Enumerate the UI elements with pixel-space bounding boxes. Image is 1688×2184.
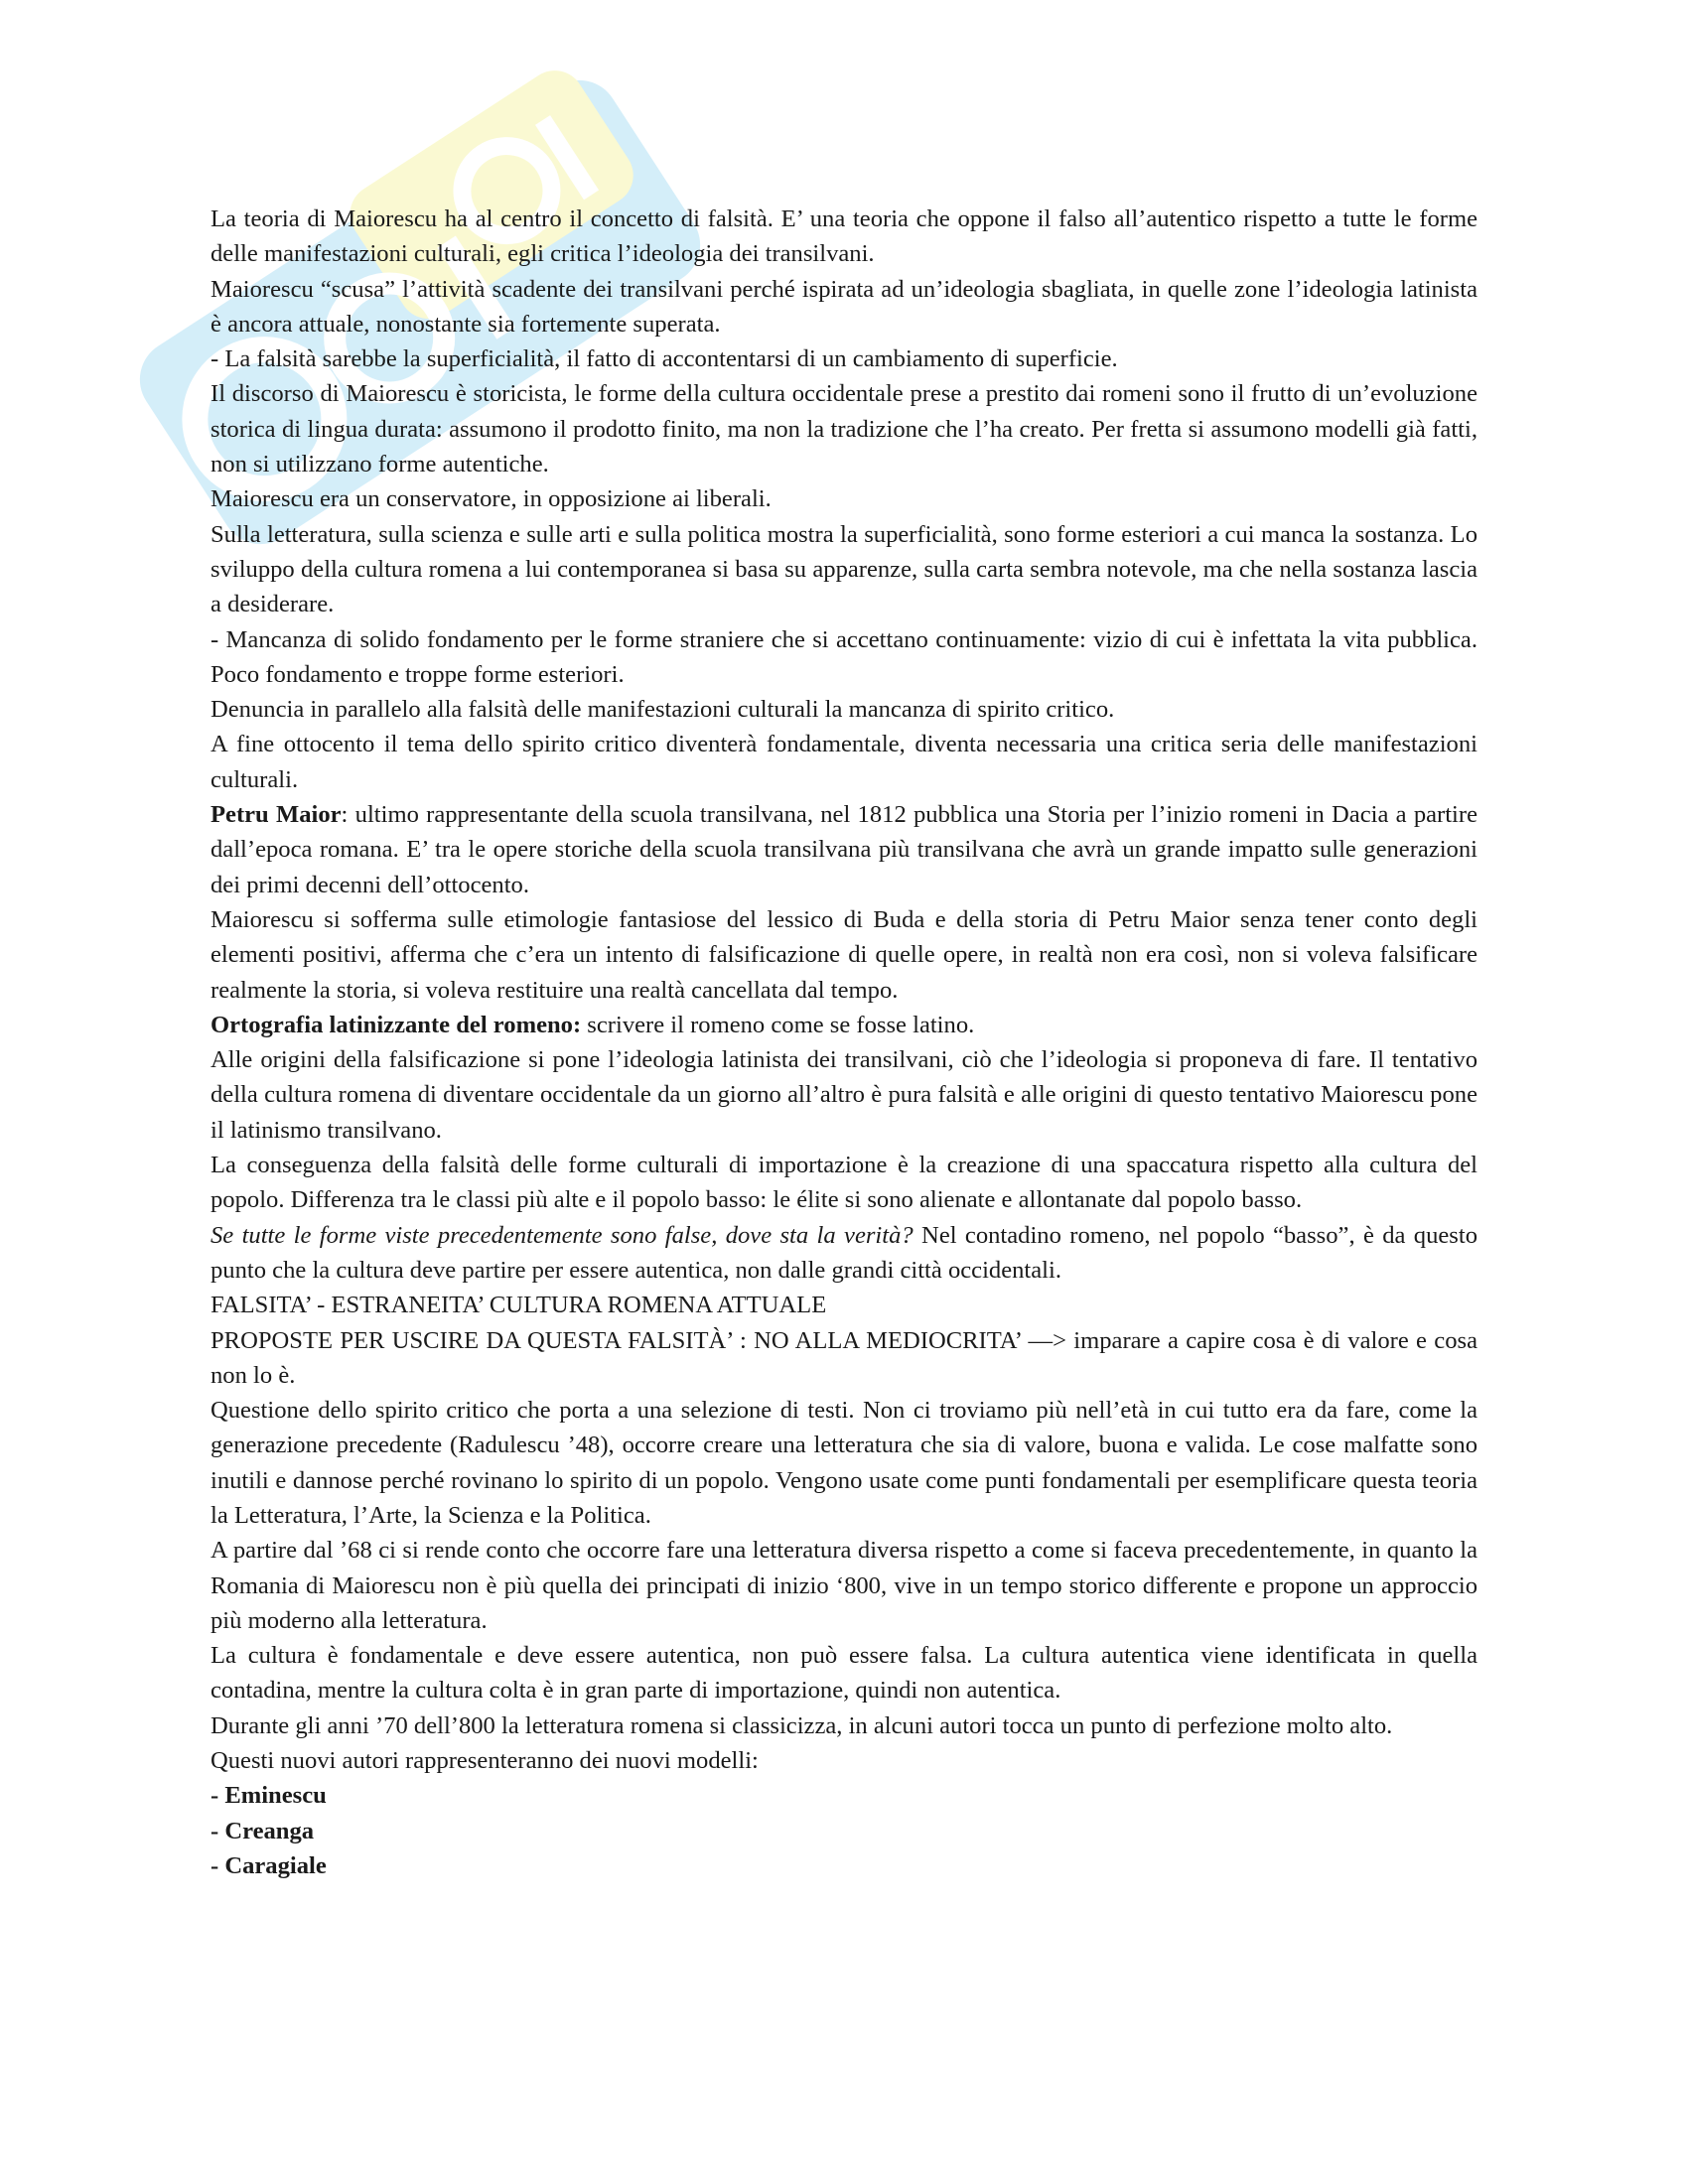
paragraph: Denuncia in parallelo alla falsità delle manifestazioni culturali la mancanza di spirito critico.: [211, 696, 1115, 724]
paragraph: La teoria di Maiorescu ha al centro il concetto di falsità. E’ una teoria che oppone il falso all’autentico rispetto a tutte le forme delle manifestazioni culturali, egli critica l’ideologia dei transilvani.: [211, 205, 1477, 268]
paragraph-text: Nel contadino romeno, nel popolo “basso”, è da questo punto che la cultura deve partire per essere autentica, non dalle grandi città occidentali.: [211, 1221, 1478, 1284]
paragraph: - Mancanza di solido fondamento per le forme straniere che si accettano continuamente: vizio di cui è infettata la vita pubblica. Poco fondamento e troppe forme esteriori.: [211, 625, 1477, 688]
bold-term: Ortografia latinizzante del romeno:: [211, 1011, 582, 1038]
paragraph: A fine ottocento il tema dello spirito critico diventerà fondamentale, diventa necessaria una critica seria delle manifestazioni culturali.: [211, 731, 1477, 793]
paragraph: Maiorescu si sofferma sulle etimologie fantasiose del lessico di Buda e della storia di Petru Maior senza tener conto degli elementi positivi, afferma che c’era un intento di falsificazione di quelle opere, in realtà non era così, non si voleva falsificare realmente la storia, si voleva restituire una realtà cancellata dal tempo.: [211, 905, 1477, 1004]
paragraph: PROPOSTE PER USCIRE DA QUESTA FALSITÀ’ : NO ALLA MEDIOCRITA’ —> imparare a capire cosa è di valore e cosa non lo è.: [211, 1326, 1477, 1389]
bold-term: Petru Maior: [211, 801, 342, 829]
paragraph: Il discorso di Maiorescu è storicista, le forme della cultura occidentale prese a prestito dai romeni sono il frutto di un’evoluzione storica di lingua durata: assumono il prodotto finito, ma non la tradizione che l’ha creato. Per fretta si assumono modelli già fatti, non si utilizzano forme autentiche.: [211, 380, 1477, 478]
paragraph: Questi nuovi autori rappresenteranno dei nuovi modelli:: [211, 1747, 759, 1775]
paragraph: FALSITA’ - ESTRANEITA’ CULTURA ROMENA ATTUALE: [211, 1292, 827, 1319]
author-list-item: - Caragiale: [211, 1851, 327, 1879]
paragraph: Alle origini della falsificazione si pone l’ideologia latinista dei transilvani, ciò che l’ideologia si proponeva di fare. Il tentativo della cultura romena di diventare occidentale da un giorno all’altro è pura falsità e alle origini di questo tentativo Maiorescu pone il latinismo transilvano.: [211, 1046, 1477, 1144]
paragraph: [211, 797, 1477, 902]
watermark-letter-shape: [535, 115, 599, 200]
paragraph: [211, 1218, 1477, 1289]
paragraph: - La falsità sarebbe la superficialità, il fatto di accontentarsi di un cambiamento di superficie.: [211, 345, 1118, 373]
paragraph: La cultura è fondamentale e deve essere autentica, non può essere falsa. La cultura autentica viene identificata in quella contadina, mentre la cultura colta è in gran parte di importazione, quindi non autentica.: [211, 1642, 1477, 1705]
italic-question: Se tutte le forme viste precedentemente sono false, dove sta la verità?: [211, 1221, 914, 1249]
paragraph: Maiorescu “scusa” l’attività scadente dei transilvani perché ispirata ad un’ideologia sbagliata, in quelle zone l’ideologia latinista è ancora attuale, nonostante sia fortemente superata.: [211, 275, 1477, 338]
paragraph: [211, 1008, 1477, 1042]
paragraph: Questione dello spirito critico che porta a una selezione di testi. Non ci troviamo più nell’età in cui tutto era da fare, come la generazione precedente (Radulescu ’48), occorre creare una letteratura che sia di valore, buona e valida. Le cose malfatte sono inutili e dannose perché rovinano lo spirito di un popolo. Vengono usate come punti fondamentali per esemplificare questa teoria la Letteratura, l’Arte, la Scienza e la Politica.: [211, 1397, 1477, 1529]
paragraph: Sulla letteratura, sulla scienza e sulle arti e sulla politica mostra la superficialità, sono forme esteriori a cui manca la sostanza. Lo sviluppo della cultura romena a lui contemporanea si basa su apparenze, sulla carta sembra notevole, ma che nella sostanza lascia a desiderare.: [211, 520, 1477, 618]
author-list-item: - Eminescu: [211, 1782, 327, 1810]
paragraph: Maiorescu era un conservatore, in opposizione ai liberali.: [211, 485, 772, 513]
paragraph-text: : ultimo rappresentante della scuola transilvana, nel 1812 pubblica una Storia per l’inizio romeni in Dacia a partire dall’epoca romana. E’ tra le opere storiche della scuola transilvana più transilvana che avrà un grande impatto sulle generazioni dei primi decenni dell’ottocento.: [211, 801, 1477, 898]
paragraph-text: scrivere il romeno come se fosse latino.: [581, 1011, 975, 1038]
author-list-item: - Creanga: [211, 1817, 315, 1844]
paragraph: Durante gli anni ’70 dell’800 la letteratura romena si classicizza, in alcuni autori tocca un punto di perfezione molto alto.: [211, 1711, 1393, 1739]
document-body: [211, 202, 1477, 1883]
paragraph: A partire dal ’68 ci si rende conto che occorre fare una letteratura diversa rispetto a come si faceva precedentemente, in quanto la Romania di Maiorescu non è più quella dei principati di inizio ‘800, vive in un tempo storico differente e propone un approccio più moderno alla letteratura.: [211, 1537, 1477, 1634]
paragraph: La conseguenza della falsità delle forme culturali di importazione è la creazione di una spaccatura rispetto alla cultura del popolo. Differenza tra le classi più alte e il popolo basso: le élite si sono alienate e allontanate dal popolo basso.: [211, 1152, 1477, 1214]
